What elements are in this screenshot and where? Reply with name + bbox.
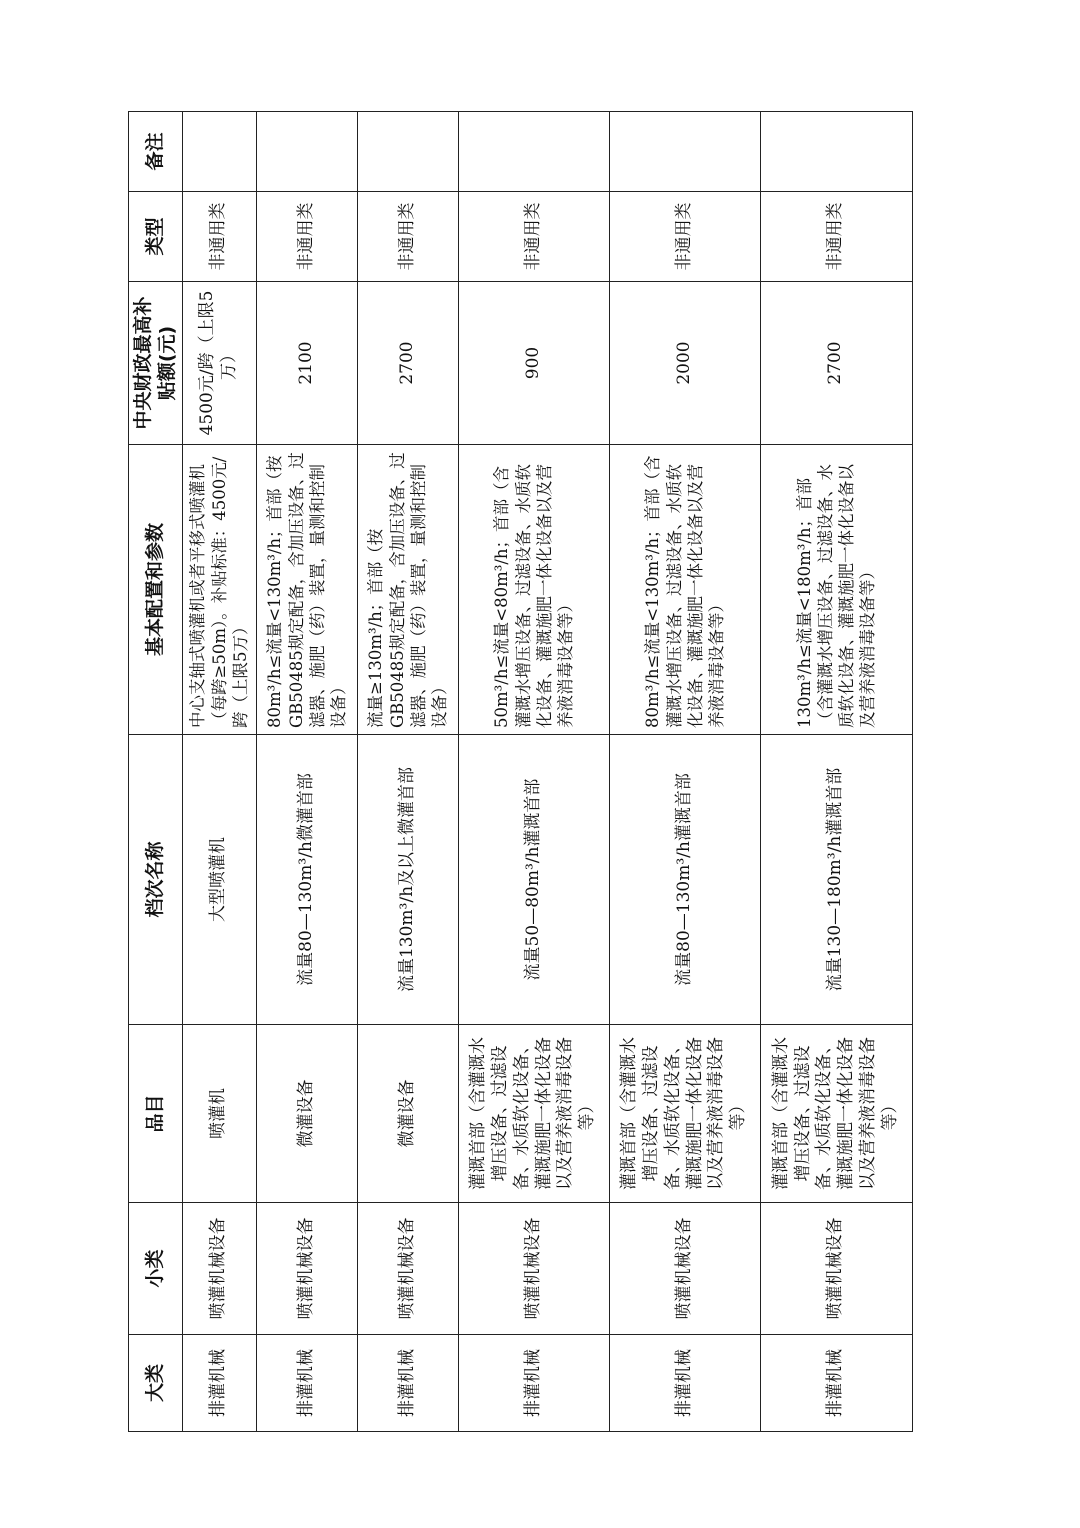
cell-max-subsidy: 2000 — [609, 282, 760, 445]
header-max-subsidy: 中央财政最高补贴额(元) — [129, 282, 183, 445]
cell-type: 非通用类 — [256, 192, 357, 282]
cell-grade-name: 流量130—180m³/h灌溉首部 — [760, 735, 912, 1025]
header-subcategory: 小类 — [129, 1203, 183, 1335]
cell-subcategory: 喷灌机械设备 — [182, 1203, 256, 1335]
cell-category: 排灌机械 — [256, 1335, 357, 1432]
cell-type: 非通用类 — [760, 192, 912, 282]
header-item: 品目 — [129, 1025, 183, 1203]
header-grade-name: 档次名称 — [129, 735, 183, 1025]
header-type: 类型 — [129, 192, 183, 282]
cell-grade-name: 流量50—80m³/h灌溉首部 — [458, 735, 609, 1025]
cell-subcategory: 喷灌机械设备 — [760, 1203, 912, 1335]
table-row — [760, 112, 912, 1432]
cell-remark — [458, 112, 609, 192]
cell-item: 微灌设备 — [256, 1025, 357, 1203]
header-config: 基本配置和参数 — [129, 445, 183, 735]
cell-type: 非通用类 — [458, 192, 609, 282]
cell-subcategory: 喷灌机械设备 — [458, 1203, 609, 1335]
cell-grade-name: 大型喷灌机 — [182, 735, 256, 1025]
cell-max-subsidy: 2100 — [256, 282, 357, 445]
cell-remark — [760, 112, 912, 192]
cell-grade-name: 流量80—130m³/h微灌首部 — [256, 735, 357, 1025]
cell-type: 非通用类 — [357, 192, 458, 282]
table-row — [256, 112, 357, 1432]
cell-item: 灌溉首部（含灌溉水增压设备、过滤设备、水质软化设备、灌溉施肥一体化设备以及营养液消毒设备等） — [458, 1025, 609, 1203]
cell-config: 中心支轴式喷灌机或者平移式喷灌机（每跨≥50m）。补贴标准：4500元/跨（上限5万） — [182, 445, 256, 735]
table-row — [357, 112, 458, 1432]
table-row — [609, 112, 760, 1432]
cell-item: 喷灌机 — [182, 1025, 256, 1203]
cell-config: 80m³/h≤流量<130m³/h；首部（按GB50485规定配备，含加压设备、过滤器、施肥（药）装置，量测和控制设备） — [256, 445, 357, 735]
cell-remark — [357, 112, 458, 192]
cell-subcategory: 喷灌机械设备 — [609, 1203, 760, 1335]
cell-remark — [182, 112, 256, 192]
table-row — [458, 112, 609, 1432]
cell-grade-name: 流量130m³/h及以上微灌首部 — [357, 735, 458, 1025]
cell-remark — [609, 112, 760, 192]
header-row — [129, 112, 183, 1432]
cell-grade-name: 流量80—130m³/h灌溉首部 — [609, 735, 760, 1025]
cell-max-subsidy: 4500元/跨（上限5万） — [182, 282, 256, 445]
cell-category: 排灌机械 — [357, 1335, 458, 1432]
cell-max-subsidy: 900 — [458, 282, 609, 445]
header-remark: 备注 — [129, 112, 183, 192]
cell-config: 130m³/h≤流量<180m³/h；首部（含灌溉水增压设备、过滤设备、水质软化设备、灌溉施肥一体化设备以及营养液消毒设备等） — [760, 445, 912, 735]
cell-subcategory: 喷灌机械设备 — [256, 1203, 357, 1335]
cell-type: 非通用类 — [609, 192, 760, 282]
cell-subcategory: 喷灌机械设备 — [357, 1203, 458, 1335]
cell-max-subsidy: 2700 — [357, 282, 458, 445]
cell-type: 非通用类 — [182, 192, 256, 282]
cell-item: 灌溉首部（含灌溉水增压设备、过滤设备、水质软化设备、灌溉施肥一体化设备以及营养液消毒设备等） — [760, 1025, 912, 1203]
cell-category: 排灌机械 — [458, 1335, 609, 1432]
cell-category: 排灌机械 — [760, 1335, 912, 1432]
cell-config: 流量≥130m³/h；首部（按GB50485规定配备，含加压设备、过滤器、施肥（药）装置，量测和控制设备） — [357, 445, 458, 735]
cell-config: 50m³/h≤流量<80m³/h；首部（含灌溉水增压设备、过滤设备、水质软化设备、灌溉施肥一体化设备以及营养液消毒设备等） — [458, 445, 609, 735]
cell-remark — [256, 112, 357, 192]
header-category: 大类 — [129, 1335, 183, 1432]
cell-item: 灌溉首部（含灌溉水增压设备、过滤设备、水质软化设备、灌溉施肥一体化设备以及营养液消毒设备等） — [609, 1025, 760, 1203]
subsidy-table — [128, 111, 913, 1432]
table-row — [182, 112, 256, 1432]
cell-item: 微灌设备 — [357, 1025, 458, 1203]
cell-category: 排灌机械 — [609, 1335, 760, 1432]
cell-category: 排灌机械 — [182, 1335, 256, 1432]
cell-max-subsidy: 2700 — [760, 282, 912, 445]
rotated-page — [128, 112, 908, 1432]
cell-config: 80m³/h≤流量<130m³/h；首部（含灌溉水增压设备、过滤设备、水质软化设备、灌溉施肥一体化设备以及营养液消毒设备等） — [609, 445, 760, 735]
